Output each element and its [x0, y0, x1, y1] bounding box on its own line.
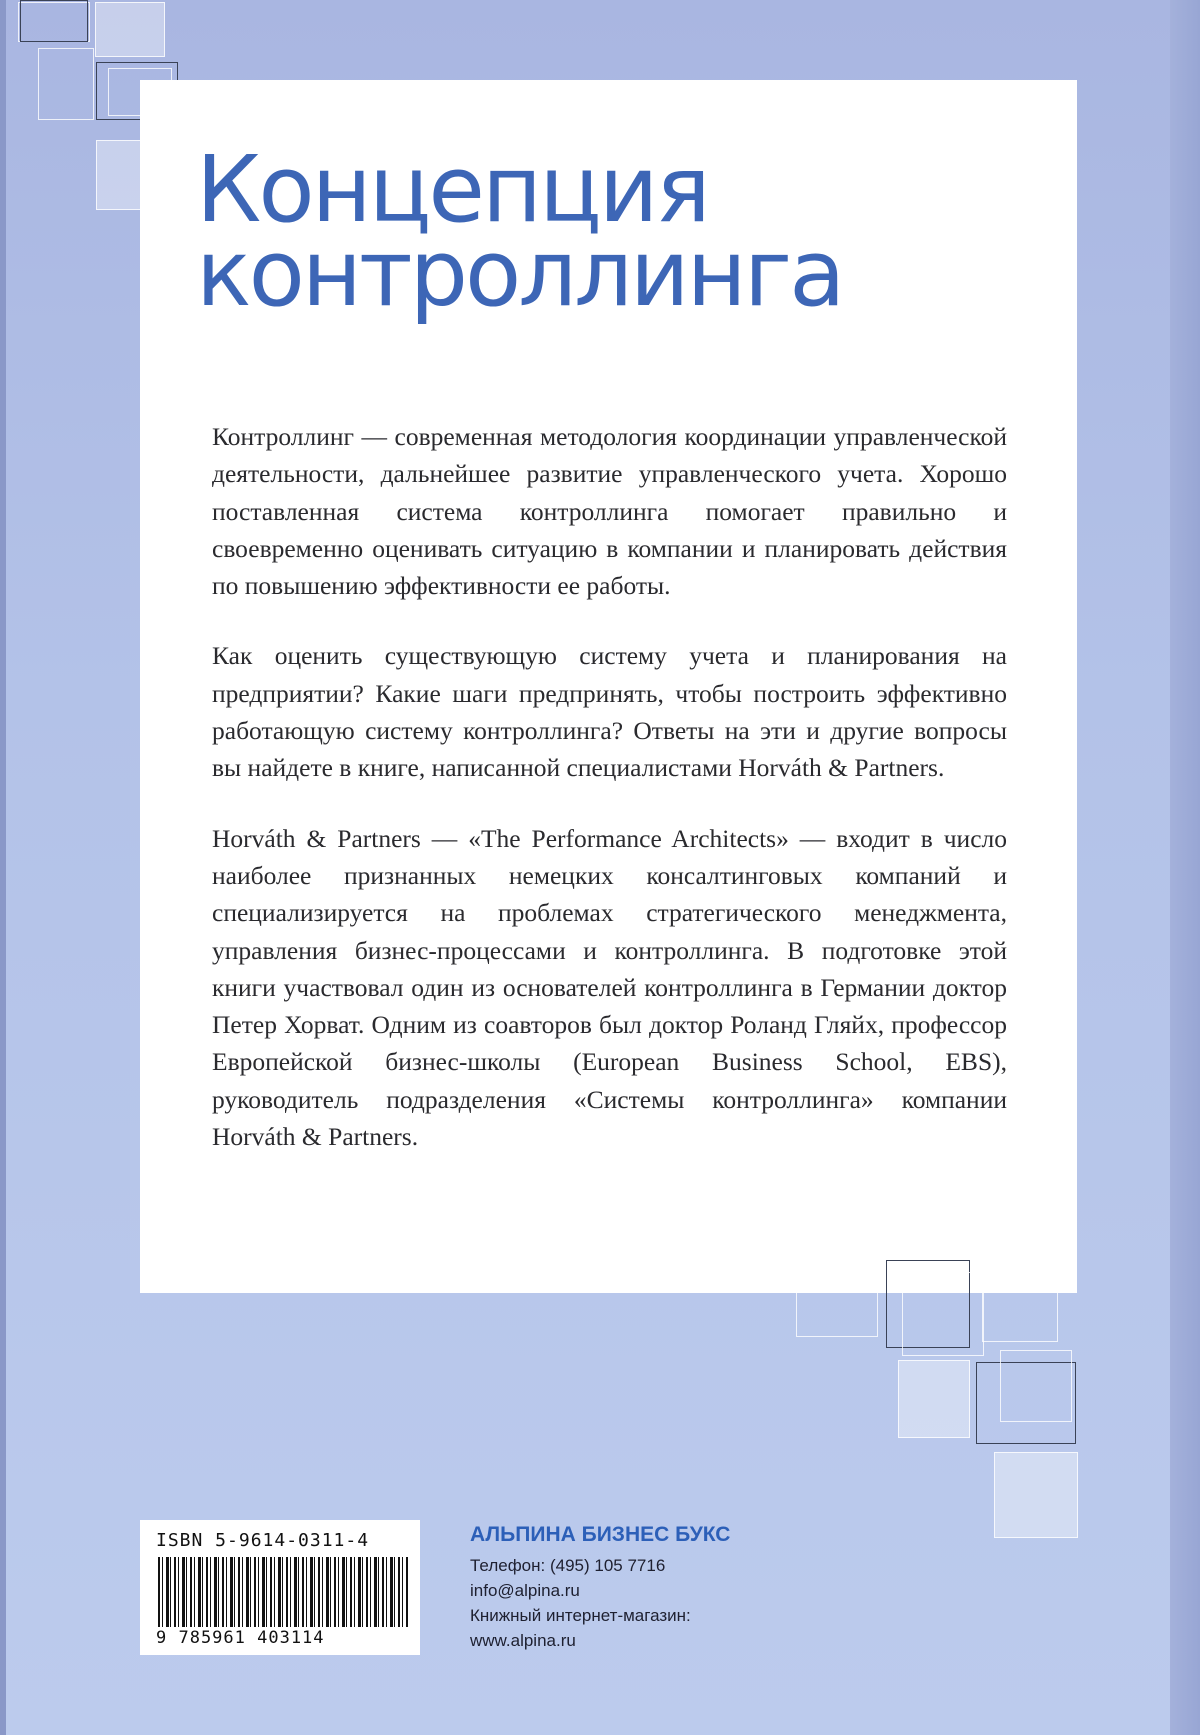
publisher-email-link[interactable]: info@alpina.ru: [470, 1581, 580, 1600]
isbn-label: ISBN 5-9614-0311-4: [156, 1530, 370, 1551]
spine-edge-left: [0, 0, 6, 1735]
spine-edge-right: [1170, 0, 1200, 1735]
description-paragraph-2: Как оценить существующую систему учета и планирования на предприятии? Какие шаги предпринять, чтобы построить эффективно работающую систему контроллинга? Ответы на эти и другие вопросы вы найдете в книге, написанной специалистами Horváth & Partners.: [212, 641, 1007, 783]
decor-square: [898, 1360, 970, 1438]
description-paragraph-1: Контроллинг — современная методология координации управленческой деятельности, дальнейшее развитие управленческого учета. Хорошо поставленная система контроллинга помогает правильно и своевременно оценивать ситуацию в компании и планировать действия по повышению эффективности ее работы.: [212, 422, 1007, 601]
decor-square: [902, 1272, 984, 1356]
publisher-name: АЛЬПИНА БИЗНЕС БУКС: [470, 1523, 731, 1546]
decor-square: [994, 1452, 1078, 1538]
publisher-website-link[interactable]: www.alpina.ru: [470, 1631, 576, 1650]
book-title: [196, 136, 843, 327]
title-line-2: контроллинга: [196, 220, 843, 327]
title-line-1: Концепция: [196, 136, 708, 243]
decor-square: [982, 1256, 1058, 1342]
description-paragraph-3: Horváth & Partners — «The Performance Architects» — входит в число наиболее признанных немецких консалтинговых компаний и специализируется на проблемах стратегического менеджмента, управления бизнес-процессами и контроллинга. В подготовке этой книги участвовал один из основателей контроллинга в Германии доктор Петер Хорват. Одним из соавторов был доктор Роланд Гляйх, профессор Европейской бизнес-школы (European Business School, EBS), руководитель подразделения «Системы контроллинга» компании Horváth & Partners.: [212, 823, 1007, 1152]
publisher-shop-label: Книжный интернет-магазин:: [470, 1606, 691, 1625]
decor-square: [20, 0, 88, 42]
description: [212, 418, 1007, 1188]
decor-square: [38, 48, 94, 120]
barcode-bars: [158, 1557, 408, 1627]
decor-square: [796, 1255, 878, 1337]
decor-square: [1000, 1350, 1072, 1422]
isbn-barcode: [140, 1520, 420, 1655]
decor-square: [95, 2, 165, 57]
ean-number: 9 785961 403114: [156, 1628, 325, 1648]
publisher-info: [470, 1523, 730, 1653]
publisher-phone: Телефон: (495) 105 7716: [470, 1556, 666, 1575]
